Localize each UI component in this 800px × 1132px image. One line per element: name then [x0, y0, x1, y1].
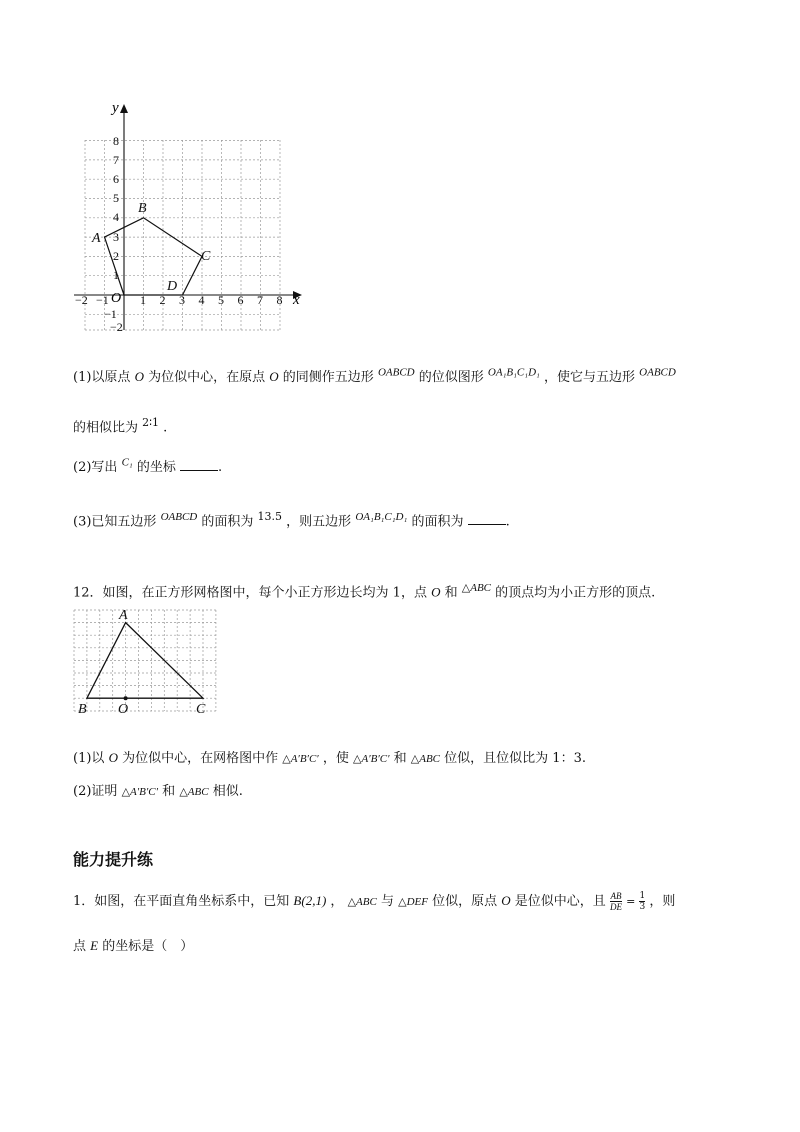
- vertex-B-label: B: [78, 702, 87, 717]
- q11-part2: [73, 456, 222, 475]
- grid-lines: [74, 610, 216, 711]
- point-O: O: [108, 750, 118, 765]
- x-tick: 2: [159, 293, 166, 307]
- point-O: O: [134, 369, 144, 384]
- triangle-A'B'C': △A′B′C′: [353, 753, 390, 765]
- q1-line1: [73, 890, 675, 912]
- fraction-denominator: 3: [639, 902, 646, 912]
- text: (1)以原点: [73, 370, 131, 385]
- triangle-ABC: △ABC: [179, 786, 209, 798]
- q12-stem: [73, 581, 655, 600]
- area-value: 13.5: [257, 510, 283, 523]
- text: 和: [393, 751, 407, 766]
- equals-sign: =: [626, 895, 636, 908]
- y-tick: 8: [113, 134, 119, 148]
- text: .: [218, 460, 223, 475]
- ratio: 2∶1: [142, 416, 160, 429]
- point-C1: C₁: [121, 456, 133, 469]
- y-tick: 3: [113, 230, 119, 244]
- triangle-A'B'C': △A′B′C′: [121, 786, 159, 798]
- point-E: E: [90, 938, 99, 953]
- text: (1)以: [73, 751, 105, 766]
- triangle-A'B'C': △A′B′C′: [282, 753, 319, 765]
- point-C-label: C: [201, 249, 211, 264]
- x-tick: 1: [140, 293, 146, 307]
- ratio-fraction: [610, 891, 622, 912]
- text: 相似.: [212, 784, 243, 799]
- text: (2)写出: [73, 460, 118, 475]
- text: 位似，原点: [432, 894, 498, 909]
- text: 位似，且位似比为 1：3.: [444, 751, 586, 766]
- pentagon-name: OABCD: [639, 366, 676, 379]
- vertex-A-label: A: [119, 608, 128, 623]
- text: ，使: [322, 751, 349, 766]
- text: 的顶点均为小正方形的顶点.: [495, 585, 656, 601]
- text: ，: [330, 894, 344, 909]
- text: 的相似比为: [73, 420, 139, 436]
- text: 与: [380, 894, 394, 909]
- q11-part1-line2: [73, 416, 167, 435]
- x-tick: −2: [75, 293, 88, 307]
- pentagon-name: OABCD: [160, 511, 198, 523]
- q12-part1: [73, 747, 586, 766]
- x-tick: 6: [237, 293, 244, 307]
- x-tick: 7: [257, 293, 263, 307]
- text: 的位似图形: [418, 370, 484, 385]
- answer-blank[interactable]: [468, 512, 506, 525]
- triangle-ABC: [87, 623, 203, 699]
- text: (3)已知五边形: [73, 514, 157, 530]
- x-tick: 5: [218, 293, 224, 307]
- point-B-label: B: [138, 201, 147, 216]
- q1-line2: [73, 935, 193, 954]
- point-D-label: D: [167, 279, 178, 294]
- text: 的坐标: [136, 460, 176, 475]
- text: 是位似中心，且: [514, 894, 606, 909]
- x-axis-label: x: [293, 292, 300, 308]
- text: 的面积为: [411, 514, 464, 530]
- y-tick: −1: [104, 307, 117, 321]
- y-tick: 6: [113, 172, 119, 186]
- triangle-ABC: △ABC: [461, 582, 492, 594]
- text: (2)证明: [73, 784, 118, 799]
- text: 的面积为: [201, 514, 254, 530]
- text: .: [505, 514, 510, 530]
- y-axis-label: y: [112, 100, 119, 116]
- y-tick: 4: [113, 210, 119, 224]
- text: 1．如图，在平面直角坐标系中，已知: [73, 894, 290, 909]
- text: ，使它与五边形: [544, 370, 636, 385]
- origin-label: O: [111, 291, 122, 306]
- x-tick: 8: [276, 293, 283, 307]
- text: 的同侧作五边形: [282, 370, 374, 385]
- text: 为位似中心，在原点: [148, 370, 266, 385]
- x-tick: −1: [96, 293, 109, 307]
- coordinate-figure: [60, 90, 320, 340]
- fraction-denominator: DE: [609, 902, 622, 912]
- q11-part3: [73, 510, 510, 529]
- fraction-numerator: AB: [610, 891, 622, 901]
- section-title: 能力提升练: [73, 850, 154, 869]
- y-axis-arrow: [120, 104, 128, 113]
- q12-part2: [73, 780, 243, 799]
- text: 的坐标是（ ）: [102, 939, 194, 954]
- y-tick: 2: [113, 249, 119, 263]
- point-O: O: [431, 584, 441, 600]
- q11-part1-line1: [73, 366, 676, 385]
- y-tick: 7: [113, 153, 119, 167]
- text: 12．如图，在正方形网格图中，每个小正方形边长均为 1，点: [73, 585, 427, 601]
- text: .: [163, 420, 168, 436]
- text: ，则五边形: [286, 514, 352, 530]
- text: ，则: [649, 894, 676, 909]
- point-O: O: [501, 893, 511, 908]
- point-O-dot: [124, 696, 128, 700]
- pentagon-name: OABCD: [377, 366, 415, 379]
- text: 和: [162, 784, 176, 799]
- y-tick: −2: [110, 320, 123, 334]
- x-tick: 3: [179, 293, 185, 307]
- point-O: O: [269, 369, 279, 384]
- text: 点: [73, 939, 87, 954]
- triangle-grid-figure: [66, 603, 226, 718]
- x-tick: 4: [198, 293, 205, 307]
- value-fraction: [639, 891, 645, 912]
- pentagon1-name: OA₁B₁C₁D₁: [487, 366, 540, 379]
- point-B-coords: B(2,1): [293, 893, 327, 908]
- vertex-C-label: C: [196, 702, 206, 717]
- triangle-ABC: △ABC: [347, 896, 377, 908]
- pentagon1-name: OA₁B₁C₁D₁: [355, 511, 408, 523]
- answer-blank[interactable]: [180, 458, 218, 471]
- y-tick: 1: [113, 268, 119, 282]
- point-O-label: O: [118, 702, 129, 717]
- triangle-DEF: △DEF: [398, 896, 428, 908]
- y-tick: 5: [113, 191, 119, 205]
- fraction-numerator: 1: [639, 891, 646, 901]
- point-A-label: A: [92, 231, 101, 246]
- text: 为位似中心，在网格图中作: [122, 751, 279, 766]
- triangle-ABC: △ABC: [410, 753, 441, 765]
- text: 和: [444, 585, 458, 601]
